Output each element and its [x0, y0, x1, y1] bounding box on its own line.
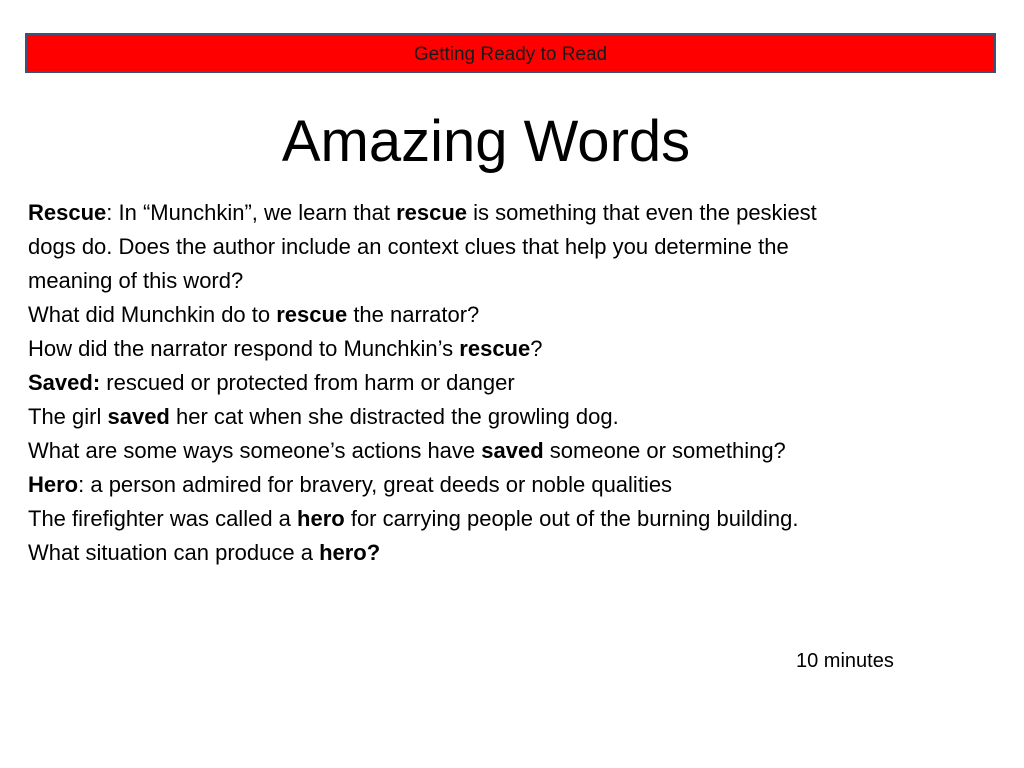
body-line-question-munchkin	[28, 298, 978, 332]
body-line-hero-example	[28, 502, 978, 536]
body-line-saved-question	[28, 434, 978, 468]
text-segment: the narrator?	[347, 302, 480, 327]
slide-body	[28, 196, 978, 570]
text-segment: is something that even the peskiest	[467, 200, 817, 225]
text-segment: What did Munchkin do to	[28, 302, 277, 327]
term-rescue: Rescue	[28, 200, 107, 225]
text-segment: : In “Munchkin”, we learn that	[106, 200, 397, 225]
term-hero: Hero	[28, 472, 79, 497]
text-segment: meaning of this word?	[28, 268, 244, 293]
text-segment: her cat when she distracted the growling dog.	[169, 404, 619, 429]
body-line-question-narrator	[28, 332, 978, 366]
text-segment: The firefighter was called a	[28, 506, 298, 531]
emphasis-hero: hero?	[319, 540, 381, 565]
emphasis-rescue: rescue	[459, 336, 531, 361]
text-segment: How did the narrator respond to Munchkin’s	[28, 336, 460, 361]
text-segment: dogs do. Does the author include an context clues that help you determine the	[28, 234, 789, 259]
body-line-saved-definition	[28, 366, 978, 400]
slide-title: Amazing Words	[281, 109, 691, 174]
body-line-saved-example	[28, 400, 978, 434]
text-segment: What are some ways someone’s actions have	[28, 438, 482, 463]
text-segment: for carrying people out of the burning building.	[344, 506, 799, 531]
emphasis-rescue: rescue	[276, 302, 348, 327]
text-segment: rescued or protected from harm or danger	[100, 370, 515, 395]
text-segment: someone or something?	[543, 438, 786, 463]
body-line-context-clues	[28, 230, 978, 264]
emphasis-hero: hero	[297, 506, 345, 531]
body-line-meaning	[28, 264, 978, 298]
emphasis-saved: saved	[481, 438, 544, 463]
text-segment: : a person admired for bravery, great deeds or noble qualities	[78, 472, 673, 497]
emphasis-rescue: rescue	[396, 200, 468, 225]
body-line-hero-question	[28, 536, 978, 570]
header-banner	[25, 33, 996, 73]
banner-text: Getting Ready to Read	[413, 44, 608, 65]
body-line-rescue-definition	[28, 196, 978, 230]
text-segment: The girl	[28, 404, 108, 429]
emphasis-saved: saved	[107, 404, 170, 429]
term-saved: Saved:	[28, 370, 101, 395]
text-segment: ?	[530, 336, 543, 361]
time-label: 10 minutes	[796, 650, 894, 672]
body-line-hero-definition	[28, 468, 978, 502]
text-segment: What situation can produce a	[28, 540, 320, 565]
